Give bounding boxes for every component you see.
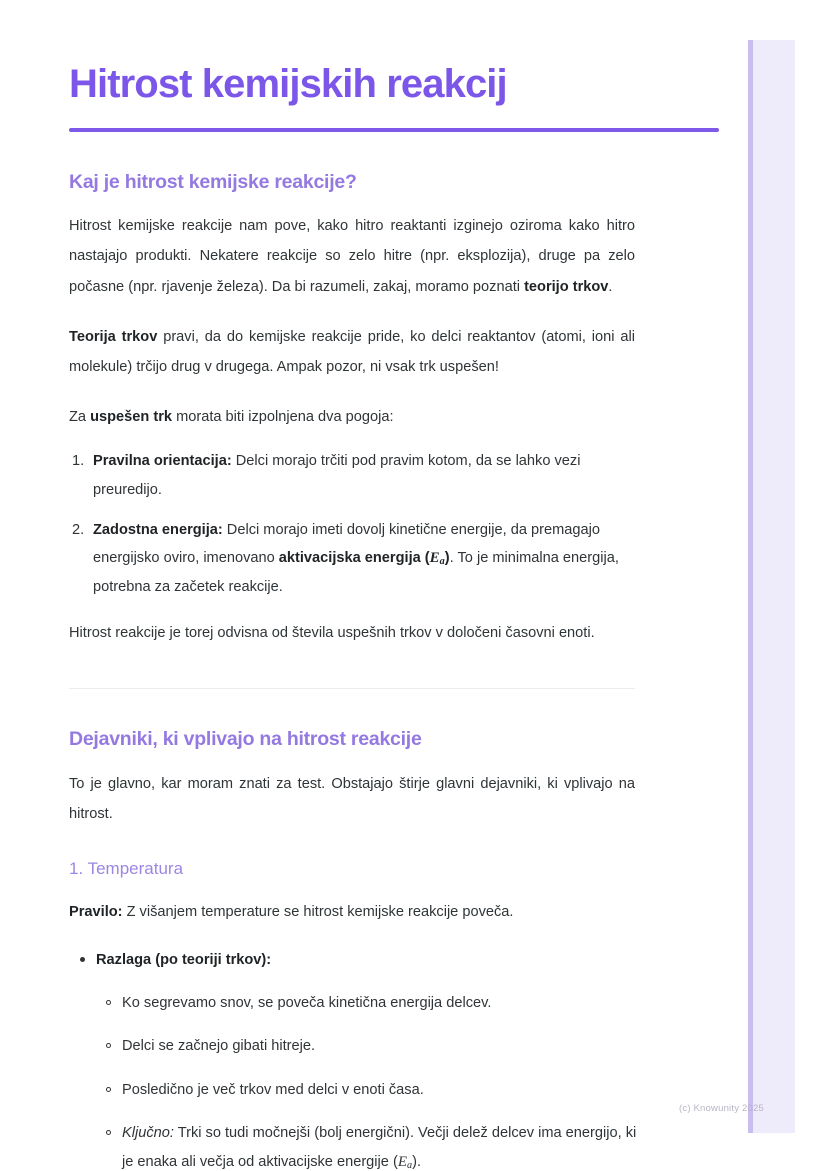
conditions-intro-pre: Za [69,409,91,426]
sub-item-text: Ko segrevamo snov, se poveča kinetična energija delcev. [122,994,492,1011]
conditions-intro-post: morata biti izpolnjena dva pogoja: [172,409,394,426]
paragraph-collision-theory-text: pravi, da do kemijske reakcije pride, ko delci reaktantov (atomi, ioni ali molekule) trčijo drug v drugega. Ampak pozor, ni vsak trk uspešen! [69,328,635,375]
section-heading-what-is-rate: Kaj je hitrost kemijske reakcije? [69,170,357,193]
activation-energy-close: ) [444,549,450,566]
symbol-subscript: a [406,1159,413,1171]
paragraph-conditions-intro [69,402,635,432]
condition-text-energy-after: . To je minimalna energija, potrebna za začetek reakcije. [93,549,619,595]
paragraph-factors-intro: To je glavno, kar moram znati za test. Obstajajo štirje glavni dejavniki, ki vplivajo na hitrost. [69,775,635,822]
copyright-watermark: (c) Knowunity 2025 [679,1103,764,1114]
list-item [122,989,642,1017]
condition-text-energy-before: Delci morajo imeti dovolj kinetične energije, da premagajo energijsko oviro, imenovano [93,521,600,566]
symbol-activation-energy [430,550,445,566]
symbol-base: E [397,1153,407,1170]
paragraph-definition-end: . [608,278,613,295]
sub-item-text-after: ). [412,1153,421,1170]
symbol-base: E [429,549,440,566]
explanation-label: Razlaga (po teoriji trkov): [96,952,272,969]
term-theory-label: Teorija trkov [69,328,158,345]
page-title: Hitrost kemijskih reakcij [69,62,507,106]
sub-item-text: Posledično je več trkov med delci v enoti časa. [122,1081,424,1098]
sub-item-text-before: Trki so tudi močnejši (bolj energični). Večji delež delcev ima energijo, ki je enaka ali večja od aktivacijske energije ( [122,1125,637,1170]
list-item [122,1076,642,1104]
paragraph-definition-text: Hitrost kemijske reakcije nam pove, kako hitro reaktanti izginejo oziroma kako hitro nastajajo produkti. Nekatere reakcije so zelo hitre (npr. eksplozija), druge pa zelo počasne (npr. rjavenje železa). Da bi razumeli, zakaj, moramo poznati [69,218,635,295]
sub-item-text: Delci se začnejo gibati hitreje. [122,1038,316,1055]
condition-text-orientation: Delci morajo trčiti pod pravim kotom, da se lahko vezi preuredijo. [93,453,581,498]
paragraph-collision-theory [69,322,635,382]
list-item [93,516,638,601]
explanation-list [0,946,740,1171]
list-item [96,946,636,1171]
rule-label: Pravilo: [69,904,123,921]
list-item [122,1119,642,1171]
section-heading-factors: Dejavniki, ki vplivajo na hitrost reakcije [69,728,422,751]
sub-item-italic-label: Ključno: [122,1125,174,1142]
list-item [93,447,638,503]
explanation-sublist [96,989,636,1171]
paragraph-temperature-rule [69,897,635,927]
section-divider [69,688,635,689]
list-item [122,1032,642,1060]
activation-energy-open: aktivacijska energija ( [278,549,430,566]
title-underline-rule [69,128,719,132]
scrollbar-thumb[interactable] [748,40,753,1133]
symbol-activation-energy [398,1154,412,1170]
subsection-heading-temperature: 1. Temperatura [69,858,184,878]
rule-text: Z višanjem temperature se hitrost kemijske reakcije poveča. [122,904,514,921]
condition-label-orientation: Pravilna orientacija: [93,453,232,470]
paragraph-definition [69,211,635,302]
term-successful-collision: uspešen trk [90,409,173,426]
term-collision-theory: teorijo trkov [524,278,609,295]
scrollbar-track[interactable] [748,40,795,1133]
paragraph-rate-summary: Hitrost reakcije je torej odvisna od števila uspešnih trkov v določeni časovni enoti. [69,624,595,641]
conditions-list [0,447,659,601]
term-activation-energy [279,550,450,566]
condition-label-energy: Zadostna energija: [93,521,223,538]
symbol-subscript: a [439,555,445,567]
